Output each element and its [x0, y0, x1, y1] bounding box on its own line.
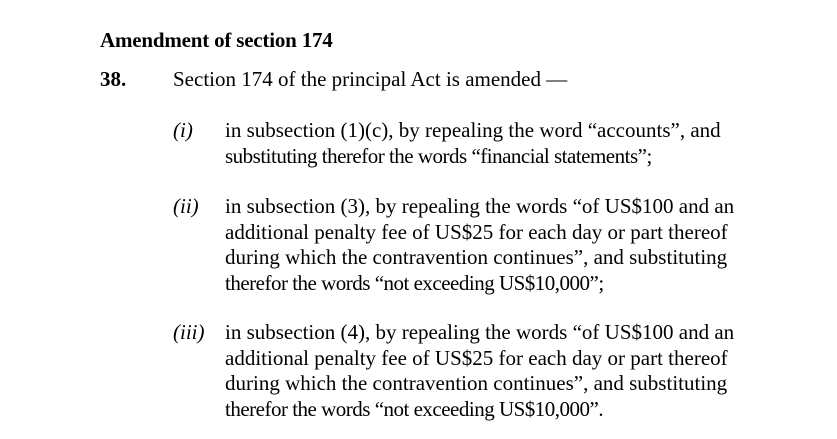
item-line: in subsection (4), by repealing the words “of US$100 and an — [225, 320, 735, 344]
item-line: therefor the words “not exceeding US$10,000”; — [225, 270, 604, 295]
item-line: substituting therefor the words “financial statements”; — [225, 143, 652, 168]
item-text — [225, 320, 785, 422]
section-heading: Amendment of section 174 — [100, 28, 333, 52]
item-text — [225, 118, 785, 169]
item-line: additional penalty fee of US$25 for each day or part thereof — [225, 219, 728, 244]
item-line: additional penalty fee of US$25 for each day or part thereof — [225, 345, 728, 370]
item-line: during which the contravention continues”, and substituting — [225, 245, 728, 269]
item-marker: (ii) — [173, 194, 199, 218]
item-marker: (i) — [173, 118, 193, 142]
item-line: therefor the words “not exceeding US$10,000”. — [225, 396, 604, 421]
section-intro: Section 174 of the principal Act is amended — — [173, 67, 568, 91]
section-number: 38. — [100, 67, 127, 91]
item-marker: (iii) — [173, 320, 205, 344]
item-text — [225, 194, 785, 296]
item-line: in subsection (1)(c), by repealing the word “accounts”, and — [225, 118, 721, 142]
item-line: in subsection (3), by repealing the words “of US$100 and an — [225, 194, 735, 218]
item-line: during which the contravention continues”, and substituting — [225, 371, 728, 395]
